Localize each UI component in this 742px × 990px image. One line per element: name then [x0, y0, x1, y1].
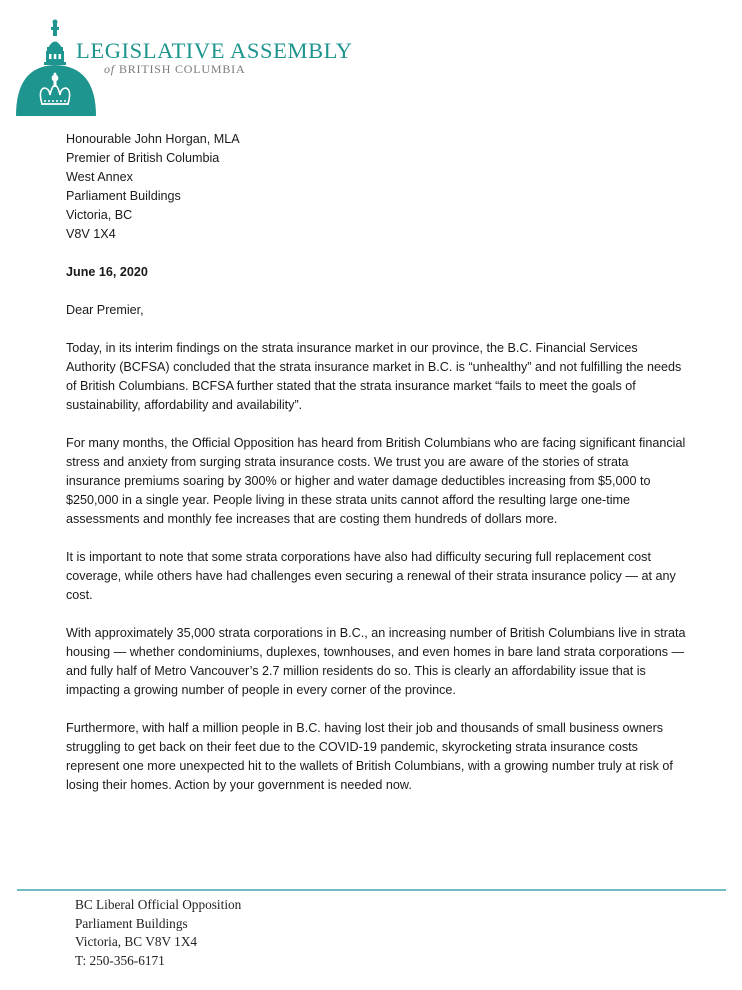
paragraph-bcfsa-findings: Today, in its interim findings on the strata insurance market in our province, the B.C. Financial Services Authority (BCFSA) concluded that the strata insurance market in B.C. is “unhealthy” and not fulfilling the needs of British Columbians. BCFSA further stated that the strata insurance market “fails to meet the goals of sustainability, affordability and availability”. [66, 341, 682, 412]
footer-phone: T: 250-356-6171 [75, 952, 165, 968]
paragraph-covid-impact: Furthermore, with half a million people in B.C. having lost their job and thousands of small business owners struggling to get back on their feet due to the COVID-19 pandemic, skyrocketing strata insurance costs represent one more unexpected hit to the wallets of British Columbians, with a growing number truly at risk of losing their homes. Action by your government is needed now. [66, 721, 673, 792]
recipient-line: Premier of British Columbia [66, 151, 220, 165]
letterhead-title: LEGISLATIVE ASSEMBLY [76, 38, 353, 63]
recipient-line: Honourable John Horgan, MLA [66, 132, 240, 146]
letterhead [16, 18, 396, 118]
legislature-dome-crown-icon [16, 18, 98, 116]
footer-divider [17, 889, 726, 891]
recipient-line: V8V 1X4 [66, 227, 116, 241]
letter-date: June 16, 2020 [66, 265, 148, 279]
paragraph-coverage-difficulty: It is important to note that some strata corporations have also had difficulty securing full replacement cost coverage, while others have had challenges even securing a renewal of their strata insurance policy — at any cost. [66, 550, 676, 602]
footer-address [75, 896, 241, 970]
salutation: Dear Premier, [66, 303, 144, 317]
letterhead-subtitle-of: of [104, 62, 115, 76]
recipient-line: Victoria, BC [66, 208, 133, 222]
footer-line: Parliament Buildings [75, 915, 188, 931]
recipient-line: Parliament Buildings [66, 189, 181, 203]
footer-line: BC Liberal Official Opposition [75, 897, 242, 912]
letterhead-subtitle-text: BRITISH COLUMBIA [118, 62, 246, 76]
recipient-address [66, 130, 686, 244]
letterhead-subtitle [104, 62, 245, 77]
paragraph-financial-stress: For many months, the Official Opposition has heard from British Columbians who are facing significant financial stress and anxiety from surging strata insurance costs. We trust you are aware of the stories of strata insurance premiums soaring by 300% or higher and water damage deductibles increasing from $5,000 to $250,000 in a single year. People living in these strata units cannot afford the resulting large one-time assessments and monthly fee increases that are costing them hundreds of dollars more. [66, 436, 686, 526]
recipient-line: West Annex [66, 170, 133, 184]
footer-line: Victoria, BC V8V 1X4 [75, 934, 198, 949]
paragraph-strata-housing: With approximately 35,000 strata corporations in B.C., an increasing number of British Columbians live in strata housing — whether condominiums, duplexes, townhouses, and even homes in bare land strata corporations — and fully half of Metro Vancouver’s 2.7 million residents do so. This is clearly an affordability issue that is impacting a growing number of people in every corner of the province. [66, 626, 686, 697]
letter-body [66, 130, 686, 795]
